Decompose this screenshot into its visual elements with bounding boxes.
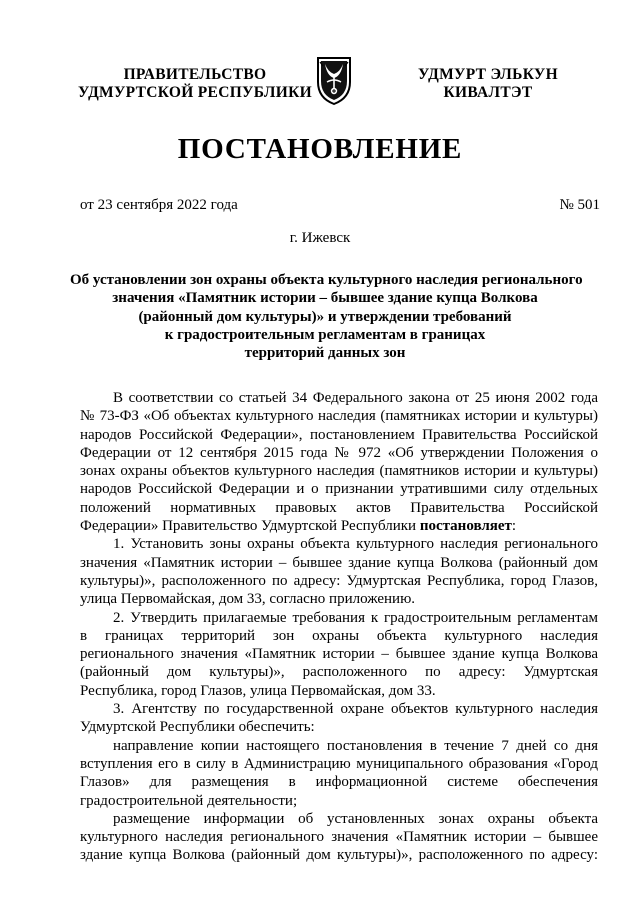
body-line: В соответствии со статьей 34 Федерального закона от 25 июня 2002 года [113, 390, 598, 406]
document-subject [70, 271, 583, 362]
clause-1: 1. Установить зоны охраны объекта культурного наследия регионального [113, 536, 598, 553]
body-line: культурного наследия регионального значения «Памятник истории – бывшее [80, 829, 598, 846]
body-line: народов Российской Федерации и о признании утратившими силу отдельных [80, 481, 598, 498]
government-name-udmurt [398, 66, 578, 102]
header-right-line-2: КИВАЛТЭТ [443, 84, 533, 101]
body-line: (районный дом культуры)», расположенного по адресу: Удмуртская [80, 664, 598, 681]
body-line: вступления его в силу в Администрацию муниципального образования «Город [80, 755, 598, 772]
subject-line: (районный дом культуры)» и утверждении требований [138, 308, 512, 325]
clause-3: 3. Агентству по государственной охране объектов культурного наследия [113, 701, 598, 718]
body-line: Глазов» для размещения в информационной системе обеспечения [80, 774, 598, 791]
header-left-line-1: ПРАВИТЕЛЬСТВО [123, 66, 267, 83]
header-right-line-1: УДМУРТ ЭЛЬКУН [418, 66, 558, 83]
body-line: положений нормативных правовых актов Правительства Российской [80, 499, 598, 516]
body-line: Республика, город Глазов, улица Первомайская, дом 33. [80, 682, 436, 699]
document-date: от 23 сентября 2022 года [80, 197, 238, 213]
document-body [80, 389, 598, 865]
subject-line: к градостроительным регламентам в границах [164, 326, 486, 343]
body-line: зонах охраны объектов культурного наследия (памятников истории и культуры) [80, 463, 598, 480]
body-text: Федерации» Правительство Удмуртской Республики [80, 518, 420, 535]
document-number: № 501 [559, 197, 600, 213]
body-line: № 73-ФЗ «Об объектах культурного наследия (памятниках истории и культуры) [80, 408, 598, 425]
body-line: Федерации от 12 сентября 2015 года № 972 «Об утверждении Положения о [80, 444, 598, 461]
body-line: здание купца Волкова (районный дом культуры)», расположенного по адресу: [80, 847, 598, 864]
coat-of-arms-icon [314, 54, 354, 106]
subject-line: Об установлении зон охраны объекта культурного наследия регионального [70, 272, 583, 288]
body-line [80, 517, 598, 535]
body-line: улица Первомайская, дом 33, согласно приложению. [80, 591, 416, 608]
body-line: регионального значения «Памятник истории – бывшее здание купца Волкова [80, 646, 598, 663]
document-city: г. Ижевск [289, 230, 351, 246]
body-line: значения «Памятник истории – бывшее здание купца Волкова (районный дом [80, 554, 598, 571]
resolves-keyword: постановляет [419, 518, 512, 535]
body-line: в границах территорий зон охраны объекта культурного наследия [80, 627, 598, 644]
clause-2: 2. Утвердить прилагаемые требования к градостроительным регламентам [113, 609, 598, 626]
body-line: народов Российской Федерации», постановлением Правительства Российской [80, 426, 598, 443]
government-name-russian [70, 66, 320, 102]
header-left-line-2: УДМУРТСКОЙ РЕСПУБЛИКИ [77, 84, 312, 101]
body-line: культуры)», расположенного по адресу: Удмуртская Республика, город Глазов, [80, 572, 598, 589]
sub-clause: размещение информации об установленных зонах охраны объекта [113, 810, 598, 827]
body-line: Удмуртской Республики обеспечить: [80, 719, 315, 736]
body-text: : [511, 518, 517, 535]
body-line: градостроительной деятельности; [80, 792, 298, 809]
document-title: ПОСТАНОВЛЕНИЕ [177, 133, 463, 165]
subject-line: значения «Памятник истории – бывшее здание купца Волкова [112, 290, 538, 307]
sub-clause: направление копии настоящего постановления в течение 7 дней со дня [113, 737, 598, 754]
subject-line: территорий данных зон [244, 345, 406, 362]
